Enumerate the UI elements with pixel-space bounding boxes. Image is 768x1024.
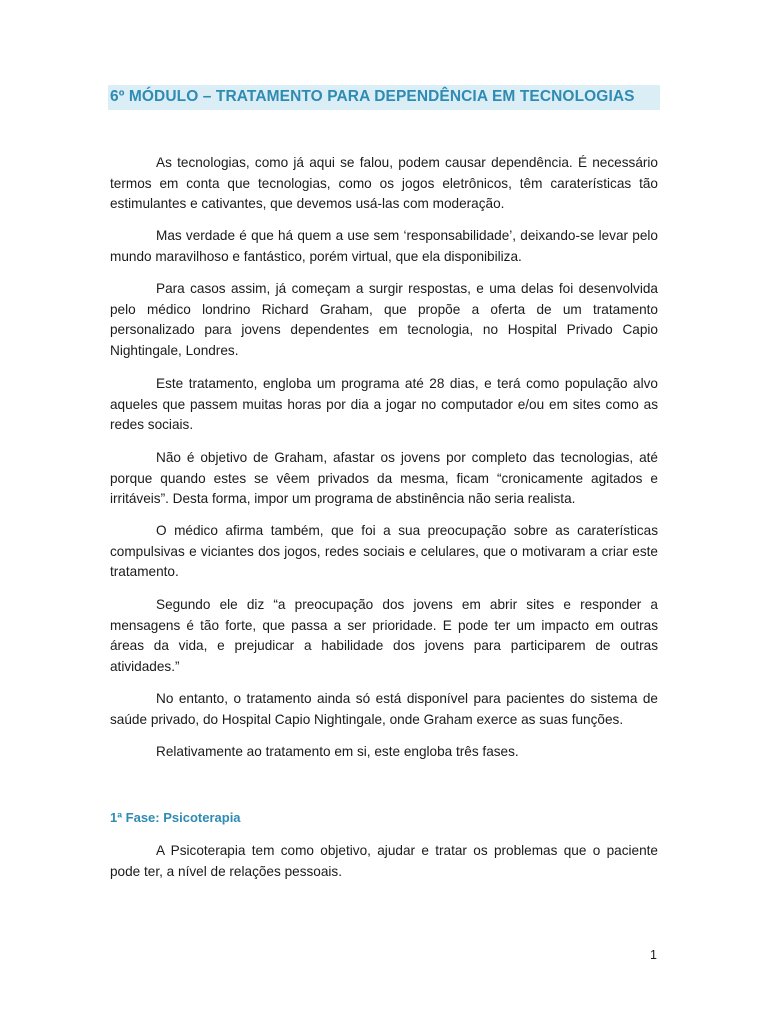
body-paragraph: Não é objetivo de Graham, afastar os jovens por completo das tecnologias, até porque quando estes se vêem privados da mesma, ficam “cronicamente agitados e irritáveis”. Desta forma, impor um programa de abstinência não seria realista.: [110, 450, 658, 507]
body-paragraph: Segundo ele diz “a preocupação dos jovens em abrir sites e responder a mensagens é tão forte, que passa a ser prioridade. E pode ter um impacto em outras áreas da vida, e prejudicar a habilidade dos jovens para participarem de outras atividades.”: [110, 597, 658, 674]
body-paragraph: Para casos assim, já começam a surgir respostas, e uma delas foi desenvolvida pelo médico londrino Richard Graham, que propõe a oferta de um tratamento personalizado para jovens dependentes em tecnologia, no Hospital Privado Capio Nightingale, Londres.: [110, 281, 658, 358]
body-paragraph: Mas verdade é que há quem a use sem ‘responsabilidade’, deixando-se levar pelo mundo maravilhoso e fantástico, porém virtual, que ela disponibiliza.: [110, 228, 658, 264]
page-number: 1: [650, 948, 657, 962]
body-paragraph: Relativamente ao tratamento em si, este engloba três fases.: [156, 744, 519, 759]
body-paragraph: Este tratamento, engloba um programa até 28 dias, e terá como população alvo aqueles que passem muitas horas por dia a jogar no computador e/ou em sites como as redes sociais.: [110, 376, 658, 433]
body-paragraph: O médico afirma também, que foi a sua preocupação sobre as caraterísticas compulsivas e viciantes dos jogos, redes sociais e celulares, que o motivaram a criar este tratamento.: [110, 523, 658, 580]
body-paragraph: No entanto, o tratamento ainda só está disponível para pacientes do sistema de saúde privado, do Hospital Capio Nightingale, onde Graham exerce as suas funções.: [110, 691, 658, 727]
section-heading: 1ª Fase: Psicoterapia: [110, 810, 241, 825]
page-title: 6º MÓDULO – TRATAMENTO PARA DEPENDÊNCIA EM TECNOLOGIAS: [110, 88, 635, 105]
body-paragraph: As tecnologias, como já aqui se falou, podem causar dependência. É necessário termos em conta que tecnologias, como os jogos eletrônicos, têm caraterísticas tão estimulantes e cativantes, que devemos usá-las com moderação.: [110, 155, 658, 212]
body-paragraph: A Psicoterapia tem como objetivo, ajudar e tratar os problemas que o paciente pode ter, a nível de relações pessoais.: [110, 843, 658, 879]
